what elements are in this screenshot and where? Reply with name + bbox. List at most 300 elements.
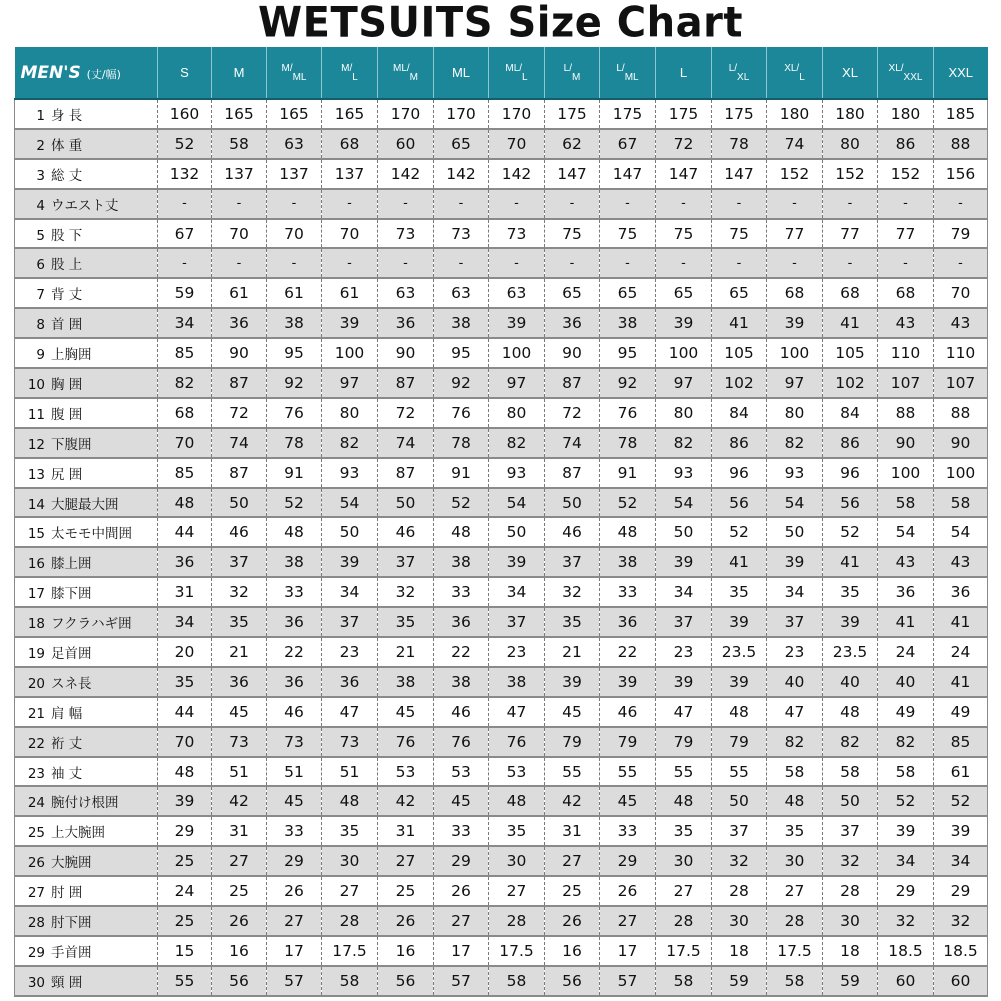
row-label: 袖 丈 [51, 765, 83, 782]
table-cell: 132 [158, 159, 212, 189]
table-cell: 72 [656, 129, 712, 159]
table-cell: 68 [823, 278, 878, 308]
table-cell: 59 [712, 966, 767, 996]
table-cell: 49 [934, 697, 988, 727]
table-cell: 78 [434, 428, 489, 458]
table-cell: 35 [489, 816, 545, 846]
table-cell: 51 [267, 757, 322, 787]
table-cell: 50 [823, 786, 878, 816]
table-cell: 39 [767, 308, 823, 338]
table-cell: 42 [378, 786, 434, 816]
row-label-cell [15, 906, 158, 936]
size-header-top: XL/ [784, 62, 800, 74]
table-cell: 47 [322, 697, 378, 727]
table-cell: 36 [600, 607, 656, 637]
row-number: 17 [27, 586, 45, 603]
table-cell: 43 [934, 308, 988, 338]
table-cell: 35 [823, 577, 878, 607]
row-number: 1 [36, 107, 45, 124]
table-cell: 156 [934, 159, 988, 189]
table-cell: 82 [823, 727, 878, 757]
table-cell: 75 [656, 219, 712, 249]
table-cell: 35 [322, 816, 378, 846]
table-cell: 17 [600, 936, 656, 966]
table-cell: 68 [322, 129, 378, 159]
table-cell: 137 [267, 159, 322, 189]
table-cell: 39 [322, 308, 378, 338]
table-cell: 91 [267, 458, 322, 488]
table-cell: 51 [212, 757, 267, 787]
table-cell: 61 [212, 278, 267, 308]
table-cell: 30 [489, 846, 545, 876]
table-cell: 73 [434, 219, 489, 249]
table-cell: 62 [545, 129, 600, 159]
table-cell: 75 [545, 219, 600, 249]
size-header-top: L [679, 65, 688, 80]
table-cell: 58 [878, 488, 934, 518]
size-header-12 [767, 47, 823, 99]
table-cell: 52 [158, 129, 212, 159]
row-label: 裄 丈 [51, 735, 83, 752]
table-cell: 74 [212, 428, 267, 458]
table-cell: 33 [434, 577, 489, 607]
table-cell: 37 [212, 547, 267, 577]
size-header-top: ML/ [392, 62, 410, 74]
size-header-top: S [180, 65, 189, 80]
table-cell: 58 [656, 966, 712, 996]
table-row [15, 278, 988, 308]
table-cell: 26 [600, 876, 656, 906]
row-number: 28 [27, 914, 45, 931]
size-chart-table [14, 47, 988, 997]
table-cell: 23 [322, 637, 378, 667]
table-cell: - [434, 248, 489, 278]
table-cell: 25 [212, 876, 267, 906]
table-cell: 50 [767, 517, 823, 547]
table-row [15, 547, 988, 577]
size-header-sub: M [409, 71, 418, 83]
table-cell: 53 [378, 757, 434, 787]
row-label: 上胸囲 [51, 347, 92, 364]
table-cell: 36 [212, 308, 267, 338]
row-label-cell [15, 248, 158, 278]
table-cell: 73 [212, 727, 267, 757]
table-cell: 50 [656, 517, 712, 547]
table-cell: 87 [378, 458, 434, 488]
table-cell: 58 [823, 757, 878, 787]
row-number: 29 [27, 944, 45, 961]
row-label: 腕付け根囲 [51, 795, 119, 812]
row-number: 15 [27, 526, 45, 543]
table-cell: 72 [545, 398, 600, 428]
table-cell: 58 [878, 757, 934, 787]
table-cell: 175 [545, 99, 600, 129]
table-cell: 73 [489, 219, 545, 249]
table-cell: 34 [878, 846, 934, 876]
table-cell: 96 [712, 458, 767, 488]
table-cell: 39 [545, 667, 600, 697]
table-cell: 27 [212, 846, 267, 876]
table-cell: 23 [489, 637, 545, 667]
table-cell: 142 [378, 159, 434, 189]
table-cell: 102 [712, 368, 767, 398]
table-cell: - [489, 189, 545, 219]
table-cell: 37 [712, 816, 767, 846]
table-cell: 87 [212, 458, 267, 488]
table-cell: 38 [489, 667, 545, 697]
table-cell: 28 [823, 876, 878, 906]
table-cell: 85 [158, 458, 212, 488]
table-cell: 80 [489, 398, 545, 428]
row-number: 11 [27, 406, 45, 423]
size-header-label [729, 63, 750, 83]
table-cell: 52 [434, 488, 489, 518]
table-cell: 54 [322, 488, 378, 518]
table-cell: 80 [322, 398, 378, 428]
size-header-top: M/ [281, 62, 293, 74]
table-cell: - [545, 248, 600, 278]
table-cell: 95 [434, 338, 489, 368]
row-label-cell [15, 368, 158, 398]
table-cell: 165 [212, 99, 267, 129]
size-header-8 [545, 47, 600, 99]
table-cell: 25 [158, 906, 212, 936]
table-cell: 34 [322, 577, 378, 607]
table-cell: 52 [823, 517, 878, 547]
size-header-top: M [233, 65, 245, 80]
table-cell: - [656, 248, 712, 278]
table-cell: 48 [434, 517, 489, 547]
row-label-cell [15, 786, 158, 816]
table-cell: 40 [823, 667, 878, 697]
size-header-label [616, 63, 638, 83]
row-label: 下腹囲 [51, 436, 92, 453]
row-label: 首 囲 [51, 317, 83, 334]
table-cell: 32 [823, 846, 878, 876]
table-cell: 31 [212, 816, 267, 846]
row-label-cell [15, 966, 158, 996]
table-cell: 48 [322, 786, 378, 816]
row-label-cell [15, 757, 158, 787]
table-cell: 91 [600, 458, 656, 488]
table-cell: 92 [434, 368, 489, 398]
table-cell: 100 [878, 458, 934, 488]
table-cell: 55 [158, 966, 212, 996]
table-cell: 86 [823, 428, 878, 458]
table-cell: 40 [767, 667, 823, 697]
row-label: 上大腕囲 [51, 825, 105, 842]
table-row [15, 757, 988, 787]
table-cell: 18 [712, 936, 767, 966]
table-cell: 55 [600, 757, 656, 787]
size-header-sub: ML [624, 71, 639, 83]
table-cell: 61 [267, 278, 322, 308]
table-row [15, 338, 988, 368]
table-cell: 17.5 [322, 936, 378, 966]
size-header-7 [489, 47, 545, 99]
row-label: 体 重 [51, 137, 83, 154]
table-cell: 76 [600, 398, 656, 428]
table-cell: - [322, 189, 378, 219]
table-row [15, 398, 988, 428]
table-cell: 41 [878, 607, 934, 637]
table-cell: 93 [767, 458, 823, 488]
table-cell: 45 [545, 697, 600, 727]
table-cell: 29 [434, 846, 489, 876]
table-cell: 38 [600, 547, 656, 577]
table-cell: 32 [378, 577, 434, 607]
table-cell: 97 [322, 368, 378, 398]
table-cell: 38 [600, 308, 656, 338]
table-cell: 18.5 [934, 936, 988, 966]
table-cell: 70 [158, 428, 212, 458]
table-cell: 68 [878, 278, 934, 308]
table-cell: 58 [212, 129, 267, 159]
table-cell: 39 [489, 547, 545, 577]
table-cell: 100 [656, 338, 712, 368]
table-cell: 56 [712, 488, 767, 518]
table-cell: 110 [934, 338, 988, 368]
table-cell: 56 [212, 966, 267, 996]
row-label-cell [15, 189, 158, 219]
table-cell: 50 [712, 786, 767, 816]
size-header-13 [823, 47, 878, 99]
table-cell: 44 [158, 697, 212, 727]
table-cell: 35 [212, 607, 267, 637]
table-cell: 63 [267, 129, 322, 159]
table-cell: 43 [934, 547, 988, 577]
table-cell: 91 [434, 458, 489, 488]
size-header-top: XL [842, 65, 858, 80]
table-cell: - [158, 248, 212, 278]
table-row [15, 99, 988, 129]
table-cell: 36 [322, 667, 378, 697]
table-cell: 79 [934, 219, 988, 249]
table-cell: 152 [767, 159, 823, 189]
table-cell: 72 [212, 398, 267, 428]
table-cell: 35 [158, 667, 212, 697]
table-cell: 60 [934, 966, 988, 996]
table-cell: 185 [934, 99, 988, 129]
table-cell: 67 [158, 219, 212, 249]
row-label: 肩 幅 [51, 705, 83, 722]
table-cell: 95 [267, 338, 322, 368]
table-cell: 70 [934, 278, 988, 308]
table-cell: 54 [767, 488, 823, 518]
table-cell: 93 [656, 458, 712, 488]
table-cell: 27 [378, 846, 434, 876]
table-cell: 87 [212, 368, 267, 398]
table-cell: 36 [267, 667, 322, 697]
size-header-top: ML [451, 65, 471, 80]
table-cell: 137 [212, 159, 267, 189]
table-cell: 27 [489, 876, 545, 906]
table-cell: - [823, 189, 878, 219]
row-number: 21 [27, 705, 45, 722]
row-label: 股 下 [51, 227, 83, 244]
row-number: 5 [36, 227, 45, 244]
table-cell: 30 [823, 906, 878, 936]
table-cell: 60 [878, 966, 934, 996]
size-header-5 [378, 47, 434, 99]
table-cell: 46 [545, 517, 600, 547]
row-label-cell [15, 308, 158, 338]
table-cell: 56 [378, 966, 434, 996]
table-cell: 50 [378, 488, 434, 518]
row-label-cell [15, 398, 158, 428]
table-cell: 26 [434, 876, 489, 906]
table-cell: - [600, 248, 656, 278]
table-cell: 18.5 [878, 936, 934, 966]
table-cell: 39 [656, 308, 712, 338]
table-cell: 55 [712, 757, 767, 787]
row-label-cell [15, 667, 158, 697]
table-cell: 39 [656, 547, 712, 577]
table-row [15, 189, 988, 219]
table-cell: 54 [656, 488, 712, 518]
table-cell: 25 [378, 876, 434, 906]
table-cell: 180 [767, 99, 823, 129]
table-cell: 30 [767, 846, 823, 876]
table-cell: 65 [545, 278, 600, 308]
row-label: 胸 囲 [51, 376, 83, 393]
table-cell: 65 [434, 129, 489, 159]
table-cell: 56 [823, 488, 878, 518]
table-cell: - [712, 189, 767, 219]
table-cell: 105 [712, 338, 767, 368]
table-cell: 27 [545, 846, 600, 876]
table-cell: 73 [322, 727, 378, 757]
table-cell: 180 [878, 99, 934, 129]
table-cell: 100 [934, 458, 988, 488]
table-cell: - [600, 189, 656, 219]
table-cell: 152 [823, 159, 878, 189]
table-cell: 45 [378, 697, 434, 727]
row-number: 16 [27, 556, 45, 573]
row-number: 18 [27, 616, 45, 633]
table-cell: 36 [878, 577, 934, 607]
table-cell: 78 [712, 129, 767, 159]
table-cell: 73 [267, 727, 322, 757]
table-cell: 17 [434, 936, 489, 966]
table-cell: - [656, 189, 712, 219]
table-cell: 55 [656, 757, 712, 787]
table-cell: 65 [712, 278, 767, 308]
size-header-label [948, 65, 973, 80]
row-label: 股 上 [51, 257, 83, 274]
table-cell: 26 [545, 906, 600, 936]
table-cell: 46 [434, 697, 489, 727]
table-cell: 46 [267, 697, 322, 727]
table-cell: - [767, 189, 823, 219]
size-header-sub: M [572, 71, 581, 83]
table-cell: 28 [322, 906, 378, 936]
table-row [15, 308, 988, 338]
table-row [15, 786, 988, 816]
size-header-label [842, 65, 858, 80]
table-cell: 100 [322, 338, 378, 368]
table-cell: 58 [767, 757, 823, 787]
row-label: 頸 囲 [51, 974, 83, 991]
table-cell: 39 [767, 547, 823, 577]
table-row [15, 906, 988, 936]
size-header-sub: ML [292, 71, 307, 83]
table-cell: 86 [878, 129, 934, 159]
table-cell: 26 [212, 906, 267, 936]
table-cell: 30 [656, 846, 712, 876]
table-cell: 24 [878, 637, 934, 667]
table-cell: 80 [767, 398, 823, 428]
row-number: 14 [27, 496, 45, 513]
row-number: 22 [27, 735, 45, 752]
table-cell: 31 [545, 816, 600, 846]
size-header-sub: XL [737, 71, 750, 83]
size-header-sub: XXL [903, 71, 923, 83]
table-cell: 18 [823, 936, 878, 966]
table-cell: 142 [489, 159, 545, 189]
table-cell: 34 [158, 607, 212, 637]
table-cell: 96 [823, 458, 878, 488]
table-cell: 21 [212, 637, 267, 667]
table-cell: 100 [767, 338, 823, 368]
table-cell: 65 [600, 278, 656, 308]
table-cell: 170 [378, 99, 434, 129]
table-cell: 84 [823, 398, 878, 428]
table-cell: 175 [656, 99, 712, 129]
table-cell: 70 [322, 219, 378, 249]
table-cell: 48 [489, 786, 545, 816]
table-cell: 38 [267, 308, 322, 338]
size-header-label [784, 63, 805, 83]
table-cell: 51 [322, 757, 378, 787]
table-cell: - [545, 189, 600, 219]
table-cell: 75 [712, 219, 767, 249]
row-label: 背 丈 [51, 287, 83, 304]
table-cell: 45 [434, 786, 489, 816]
table-cell: 152 [878, 159, 934, 189]
table-cell: 39 [600, 667, 656, 697]
table-cell: 76 [489, 727, 545, 757]
table-cell: 82 [322, 428, 378, 458]
table-cell: 39 [878, 816, 934, 846]
table-cell: 24 [934, 637, 988, 667]
table-cell: 47 [656, 697, 712, 727]
size-header-2 [212, 47, 267, 99]
table-cell: 93 [489, 458, 545, 488]
row-label: 大腿最大囲 [51, 496, 119, 513]
table-cell: 48 [267, 517, 322, 547]
table-cell: 175 [600, 99, 656, 129]
table-cell: 16 [545, 936, 600, 966]
row-label: 肘 囲 [51, 885, 83, 902]
row-number: 3 [36, 167, 45, 184]
table-cell: 68 [158, 398, 212, 428]
row-label: 足首囲 [51, 645, 92, 662]
table-cell: 27 [267, 906, 322, 936]
table-row [15, 697, 988, 727]
page-title: WETSUITS Size Chart [258, 0, 743, 48]
table-cell: 38 [434, 667, 489, 697]
row-label: 膝上囲 [51, 556, 92, 573]
table-cell: 63 [489, 278, 545, 308]
size-header-6 [434, 47, 489, 99]
row-number: 7 [36, 287, 45, 304]
row-number: 2 [36, 137, 45, 154]
table-cell: 34 [767, 577, 823, 607]
table-cell: - [823, 248, 878, 278]
row-number: 27 [27, 885, 45, 902]
table-cell: 87 [545, 458, 600, 488]
